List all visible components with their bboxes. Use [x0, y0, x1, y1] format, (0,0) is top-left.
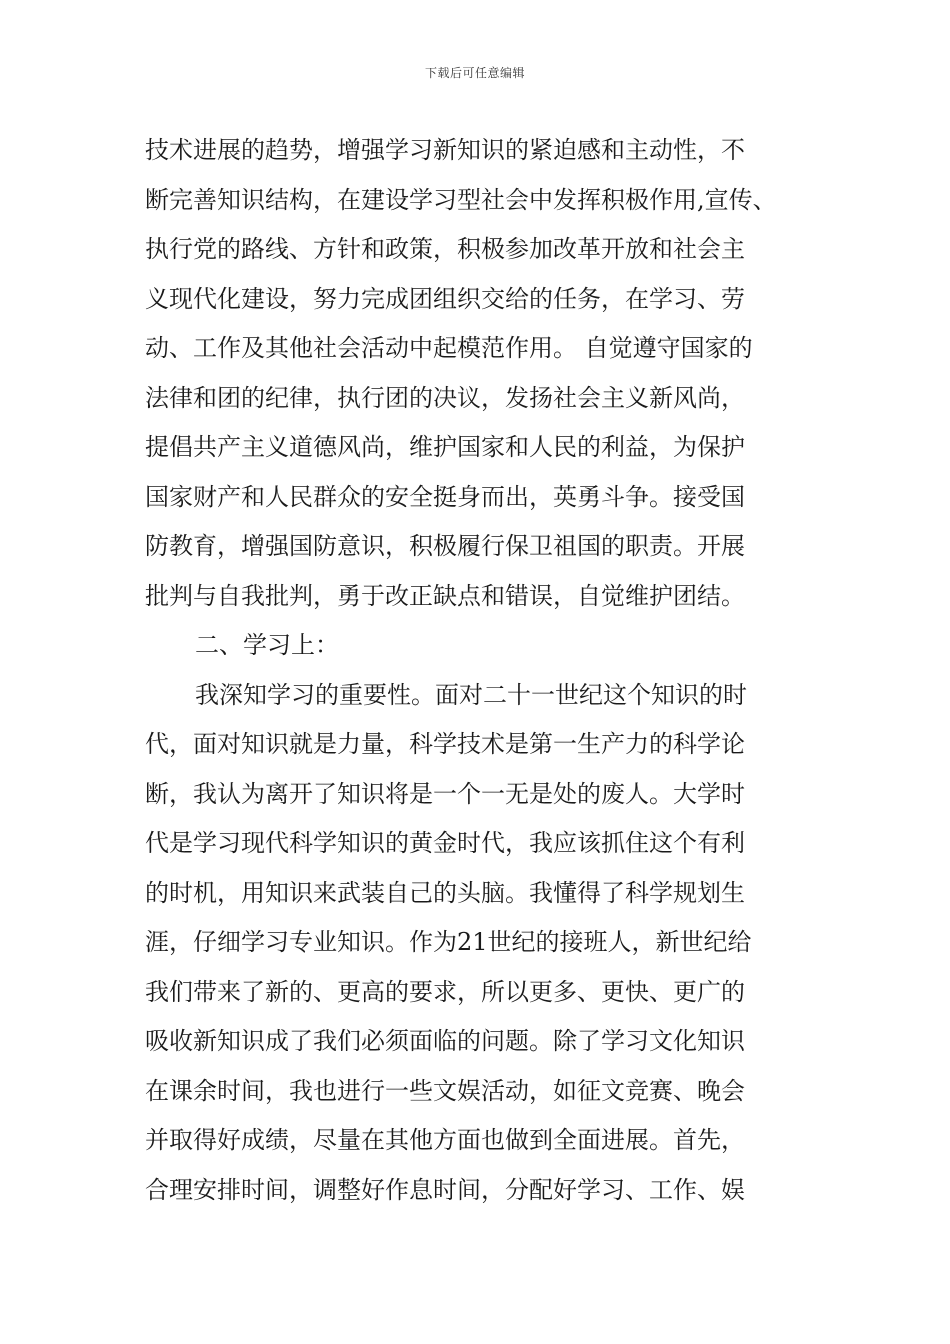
text-line: 执行党的路线、方针和政策，积极参加改革开放和社会主 — [145, 235, 745, 263]
text-line: 代是学习现代科学知识的黄金时代，我应该抓住这个有利 — [145, 829, 745, 857]
paragraph-first-line: 我深知学习的重要性。面对二十一世纪这个知识的时 — [195, 680, 747, 709]
text-line: 义现代化建设，努力完成团组织交给的任务，在学习、劳 — [145, 284, 745, 313]
text-line: 的时机，用知识来武装自己的头脑。我懂得了科学规划生 — [145, 878, 745, 907]
text-line: 断，我认为离开了知识将是一个一无是处的废人。大学时 — [145, 779, 745, 808]
text-line: 提倡共产主义道德风尚，维护国家和人民的利益，为保护 — [145, 433, 745, 461]
text-line: 并取得好成绩，尽量在其他方面也做到全面进展。首先， — [145, 1126, 745, 1154]
text-line: 断完善知识结构，在建设学习型社会中发挥积极作用,宣传、 — [145, 185, 777, 214]
text-line: 批判与自我批判，勇于改正缺点和错误，自觉维护团结。 — [145, 581, 745, 610]
text-line: 防教育，增强国防意识，积极履行保卫祖国的职责。开展 — [145, 532, 745, 560]
header-note: 下载后可任意编辑 — [424, 66, 525, 80]
text-line: 我们带来了新的、更高的要求，所以更多、更快、更广的 — [145, 977, 745, 1006]
text-line: 技术进展的趋势，增强学习新知识的紧迫感和主动性，不 — [145, 136, 745, 164]
body-text — [145, 126, 810, 1215]
text-line: 合理安排时间，调整好作息时间，分配好学习、工作、娱 — [145, 1175, 745, 1204]
text-line: 动、工作及其他社会活动中起模范作用。 自觉遵守国家的 — [145, 334, 753, 362]
text-line: 国家财产和人民群众的安全挺身而出，英勇斗争。接受国 — [145, 482, 745, 511]
text-line: 代，面对知识就是力量，科学技术是第一生产力的科学论 — [145, 730, 745, 758]
text-line: 法律和团的纪律，执行团的决议，发扬社会主义新风尚， — [145, 383, 745, 412]
text-line: 吸收新知识成了我们必须面临的问题。除了学习文化知识 — [145, 1027, 745, 1055]
section-heading: 二、学习上： — [195, 631, 339, 659]
text-line: 涯，仔细学习专业知识。作为21世纪的接班人，新世纪给 — [145, 928, 752, 956]
text-line: 在课余时间，我也进行一些文娱活动，如征文竞赛、晚会 — [145, 1076, 745, 1105]
